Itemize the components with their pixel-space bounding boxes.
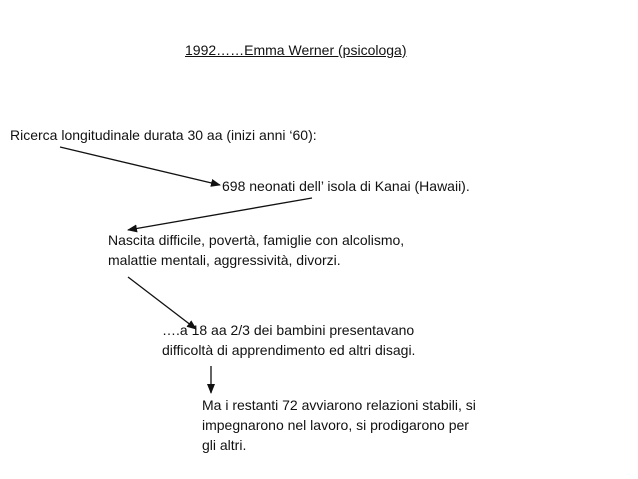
conditions-line-2: malattie mentali, aggressività, divorzi. bbox=[108, 252, 341, 268]
arrow-research-to-newborns bbox=[60, 147, 220, 185]
outcome-line-1: ….a 18 aa 2/3 dei bambini presentavano bbox=[162, 322, 415, 338]
research-text: Ricerca longitudinale durata 30 aa (inizi anni ‘60): bbox=[10, 127, 317, 143]
arrow-conditions-to-outcome bbox=[128, 277, 196, 329]
diagram-title: 1992……Emma Werner (psicologa) bbox=[185, 42, 407, 58]
conditions-line-1: Nascita difficile, povertà, famiglie con alcolismo, bbox=[108, 232, 405, 248]
outcome-line-2: difficoltà di apprendimento ed altri disagi. bbox=[162, 342, 416, 358]
resilient-line-1: Ma i restanti 72 avviarono relazioni stabili, si bbox=[202, 397, 476, 413]
newborns-text: 698 neonati dell’ isola di Kanai (Hawaii). bbox=[222, 178, 470, 194]
resilient-line-2: impegnarono nel lavoro, si prodigarono per bbox=[202, 417, 469, 433]
arrow-newborns-to-conditions bbox=[128, 198, 312, 230]
resilient-line-3: gli altri. bbox=[202, 437, 247, 453]
